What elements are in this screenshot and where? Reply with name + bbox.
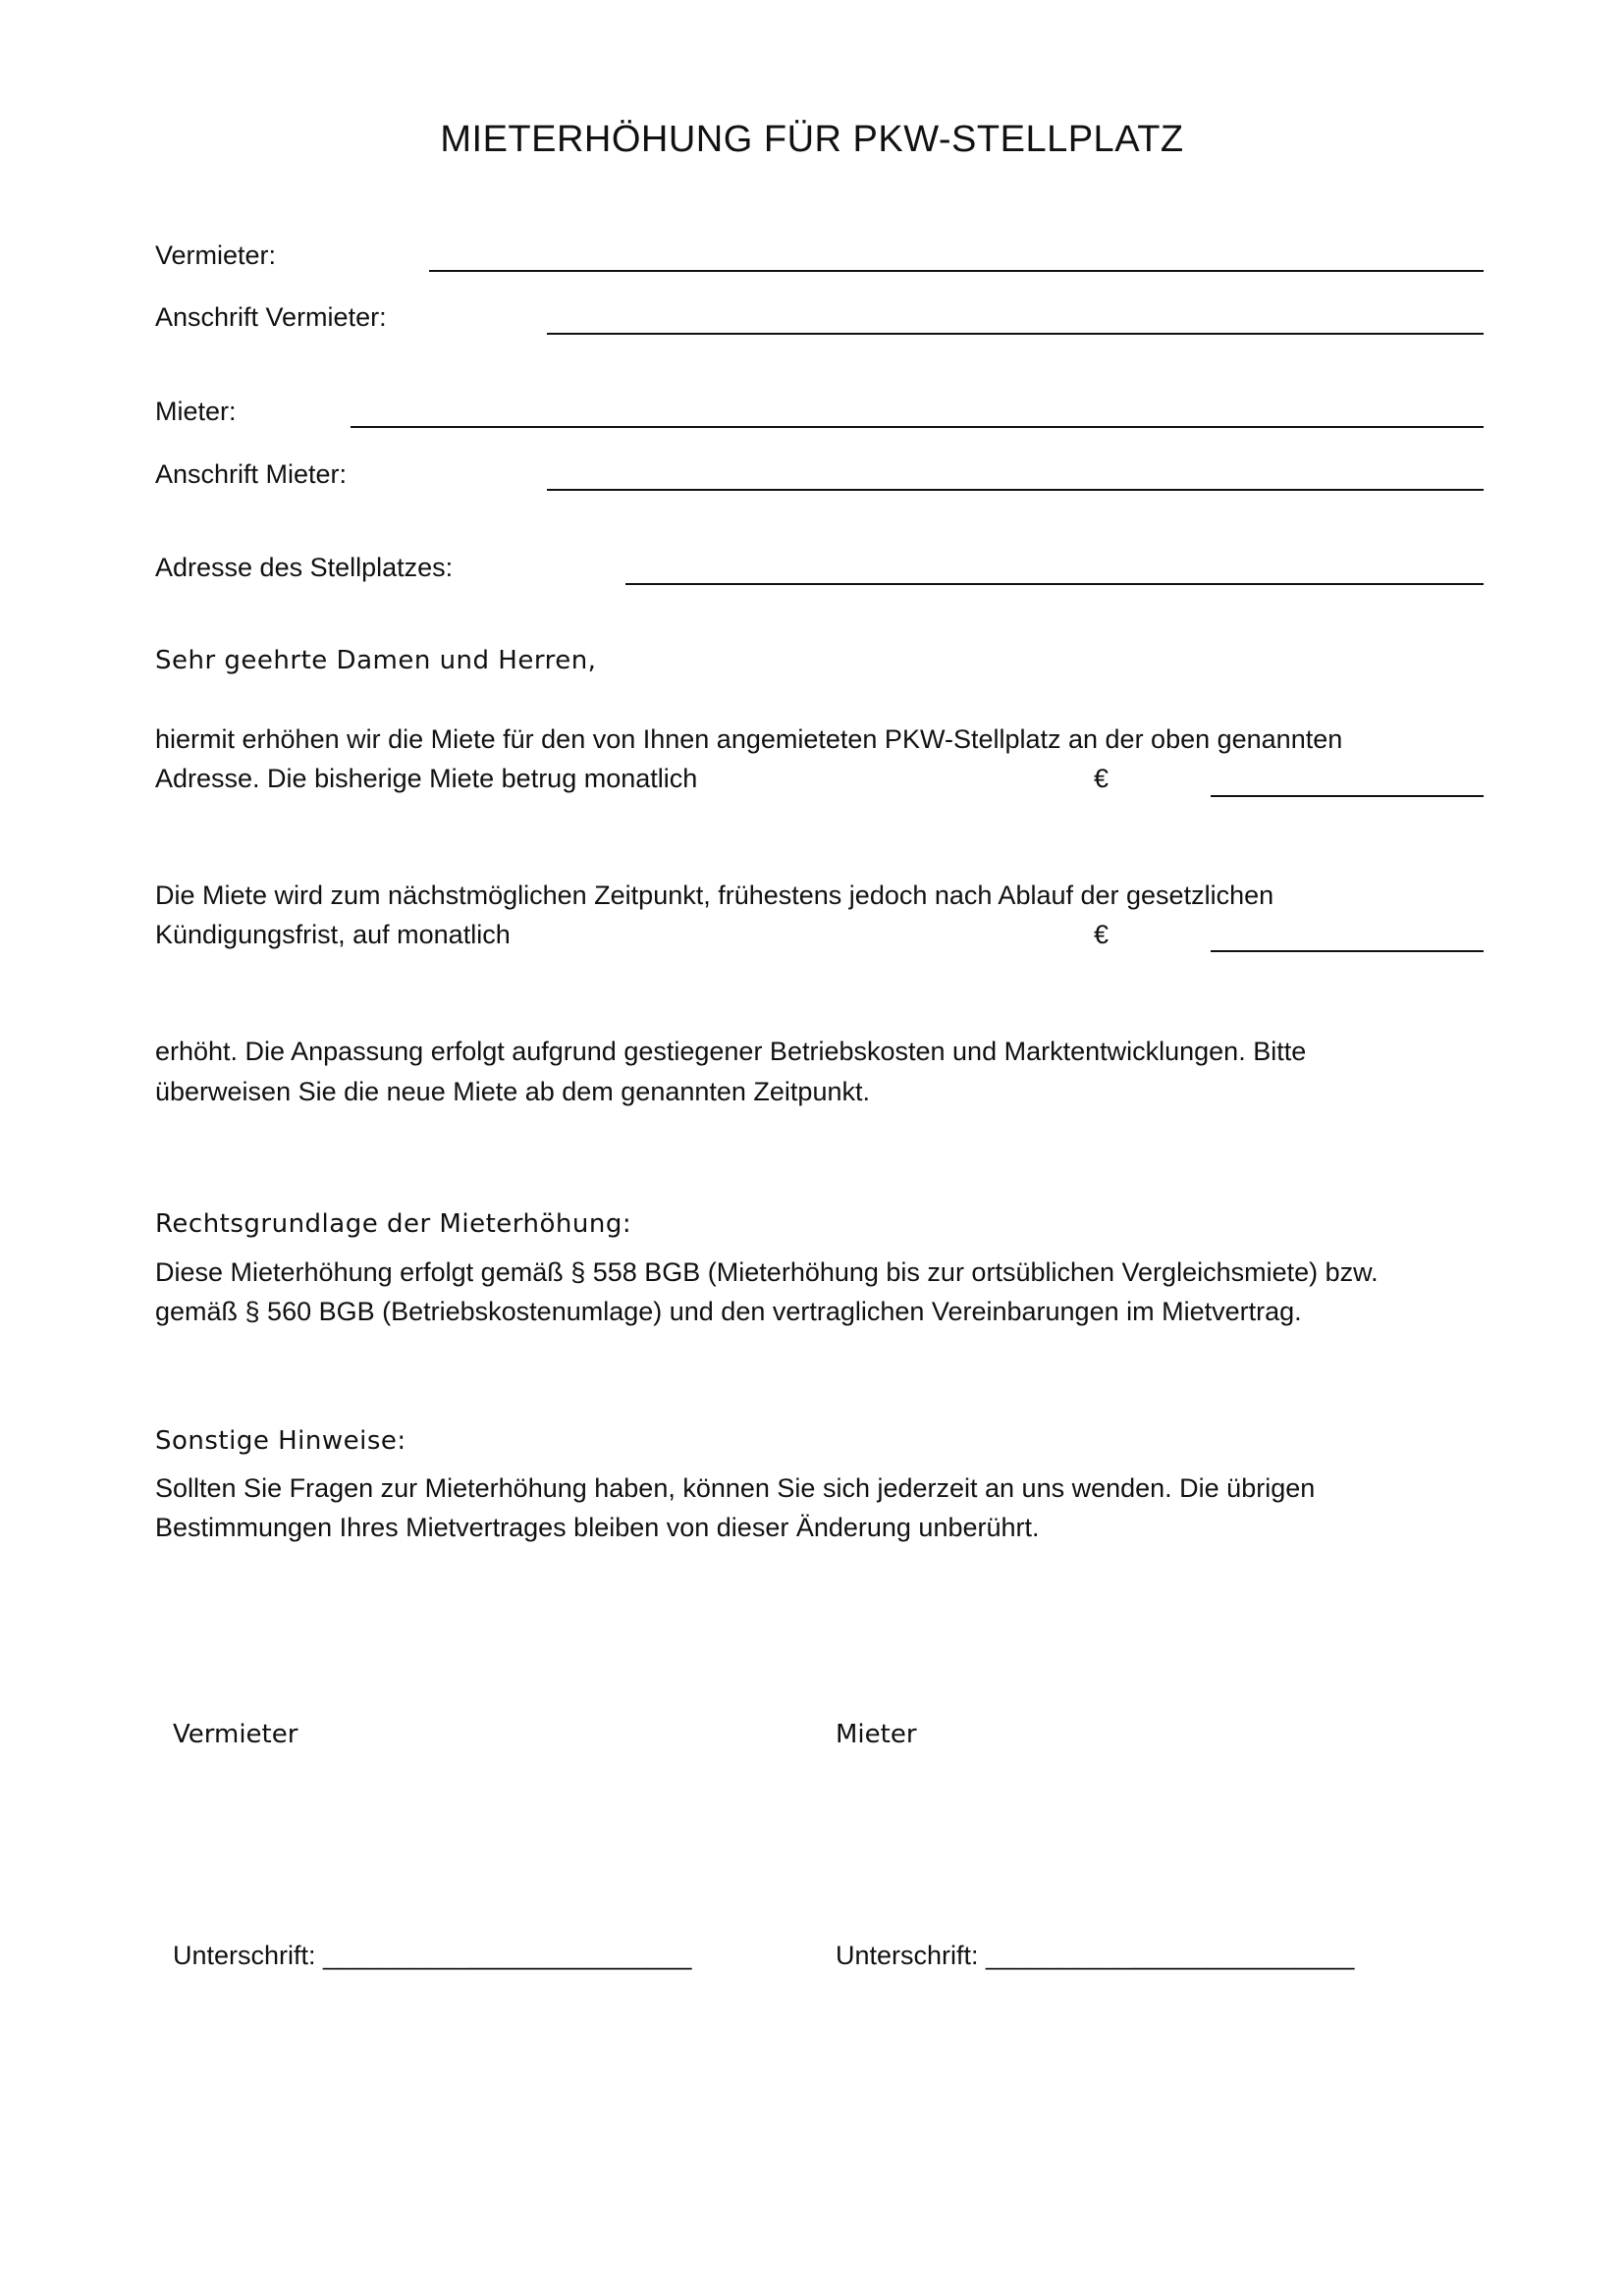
legal-basis-line-2: gemäß § 560 BGB (Betriebskostenumlage) und den vertraglichen Vereinbarungen im Mietvertrag.: [155, 1297, 1302, 1326]
paragraph-2-line-1: Die Miete wird zum nächstmöglichen Zeitpunkt, frühestens jedoch nach Ablauf der gesetzlichen: [155, 881, 1274, 910]
tenant-label: Mieter:: [155, 397, 237, 426]
landlord-address-field[interactable]: [547, 333, 1484, 335]
landlord-signature-role: Vermieter: [173, 1720, 298, 1749]
tenant-signature-role: Mieter: [836, 1720, 917, 1749]
tenant-signature-line[interactable]: Unterschrift: _________________________: [836, 1941, 1355, 1970]
tenant-field[interactable]: [351, 426, 1484, 428]
tenant-address-label: Anschrift Mieter:: [155, 459, 348, 489]
landlord-field[interactable]: [429, 270, 1484, 272]
paragraph-2-line-2: Kündigungsfrist, auf monatlich: [155, 920, 511, 949]
euro-sign-current-rent: €: [1094, 764, 1110, 793]
paragraph-3-line-2: überweisen Sie die neue Miete ab dem genannten Zeitpunkt.: [155, 1077, 870, 1106]
landlord-signature-line[interactable]: Unterschrift: _________________________: [173, 1941, 692, 1970]
landlord-address-label: Anschrift Vermieter:: [155, 302, 387, 332]
current-rent-field[interactable]: [1211, 795, 1484, 797]
document-title: MIETERHÖHUNG FÜR PKW-STELLPLATZ: [440, 119, 1184, 160]
greeting: Sehr geehrte Damen und Herren,: [155, 646, 597, 675]
notes-line-1: Sollten Sie Fragen zur Mieterhöhung haben, können Sie sich jederzeit an uns wenden. Die übrigen: [155, 1473, 1316, 1503]
paragraph-3-line-1: erhöht. Die Anpassung erfolgt aufgrund gestiegener Betriebskosten und Marktentwicklungen. Bitte: [155, 1037, 1307, 1066]
tenant-address-field[interactable]: [547, 489, 1484, 491]
paragraph-1-line-2: Adresse. Die bisherige Miete betrug monatlich: [155, 764, 698, 793]
new-rent-field[interactable]: [1211, 950, 1484, 952]
parking-address-label: Adresse des Stellplatzes:: [155, 553, 454, 582]
landlord-label: Vermieter:: [155, 240, 277, 270]
parking-address-field[interactable]: [625, 583, 1484, 585]
notes-line-2: Bestimmungen Ihres Mietvertrages bleiben von dieser Änderung unberührt.: [155, 1513, 1040, 1542]
legal-basis-heading: Rechtsgrundlage der Mieterhöhung:: [155, 1209, 632, 1239]
legal-basis-line-1: Diese Mieterhöhung erfolgt gemäß § 558 BGB (Mieterhöhung bis zur ortsüblichen Vergleichsmiete) bzw.: [155, 1257, 1379, 1287]
euro-sign-new-rent: €: [1094, 920, 1110, 949]
notes-heading: Sonstige Hinweise:: [155, 1426, 406, 1456]
paragraph-1-line-1: hiermit erhöhen wir die Miete für den von Ihnen angemieteten PKW-Stellplatz an der oben genannten: [155, 724, 1343, 754]
